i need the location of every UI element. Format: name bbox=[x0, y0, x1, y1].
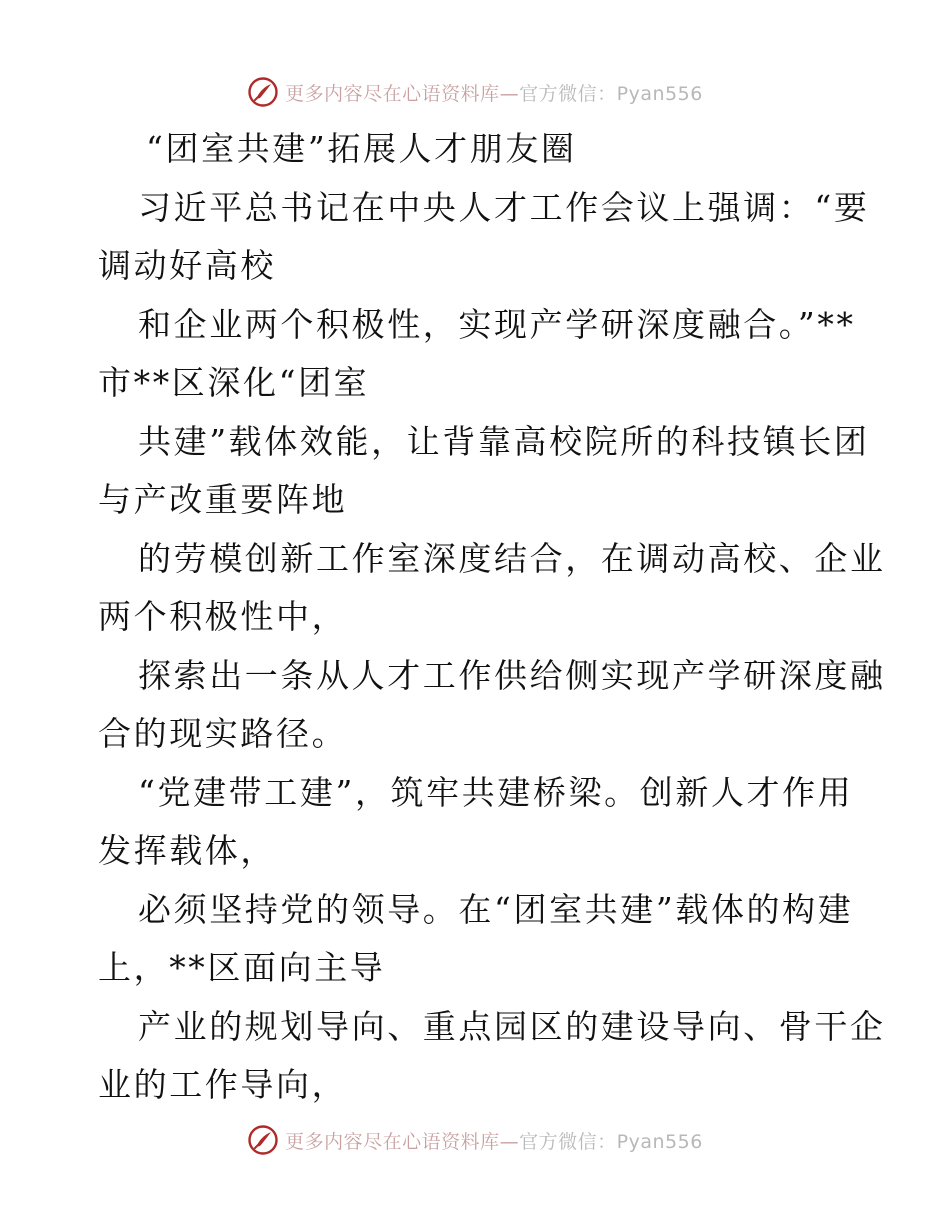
header-watermark bbox=[0, 72, 950, 112]
text-line: 共建”载体效能，让背靠高校院所的科技镇长团 bbox=[138, 421, 870, 461]
text-line: 市**区深化“团室 bbox=[98, 363, 370, 402]
watermark-wechat-text: 官方微信：Pyan556 bbox=[519, 82, 703, 105]
text-line: 和企业两个积极性，实现产学研深度融合。”** bbox=[138, 304, 856, 344]
text-line: 习近平总书记在中央人才工作会议上强调：“要 bbox=[138, 187, 870, 227]
text-line: 业的工作导向， bbox=[98, 1065, 348, 1104]
text-line: 与产改重要阵地 bbox=[98, 480, 348, 519]
brush-logo-icon bbox=[247, 1124, 279, 1156]
watermark-site-text: 更多内容尽在心语资料库 bbox=[285, 1130, 500, 1153]
watermark-text bbox=[285, 1127, 703, 1154]
watermark-separator: — bbox=[499, 82, 520, 105]
text-line: 探索出一条从人才工作供给侧实现产学研深度融 bbox=[138, 655, 886, 695]
text-line: 调动好高校 bbox=[98, 246, 276, 285]
brush-logo-icon bbox=[247, 76, 279, 108]
document-title: “团室共建”拓展人才朋友圈 bbox=[146, 129, 577, 168]
watermark-site-text: 更多内容尽在心语资料库 bbox=[285, 82, 500, 105]
document-body bbox=[98, 120, 886, 1115]
watermark-wechat-text: 官方微信：Pyan556 bbox=[519, 1130, 703, 1153]
text-line: 两个积极性中， bbox=[98, 597, 348, 636]
text-line: 必须坚持党的领导。在“团室共建”载体的构建 bbox=[138, 889, 854, 929]
text-line: 发挥载体， bbox=[98, 831, 276, 870]
text-line: 产业的规划导向、重点园区的建设导向、骨干企 bbox=[138, 1006, 886, 1046]
text-line: 的劳模创新工作室深度结合，在调动高校、企业 bbox=[138, 538, 886, 578]
footer-watermark bbox=[0, 1120, 950, 1160]
text-line: “党建带工建”，筑牢共建桥梁。创新人才作用 bbox=[138, 772, 854, 812]
text-line: 上，**区面向主导 bbox=[98, 948, 386, 987]
text-line: 合的现实路径。 bbox=[98, 714, 348, 753]
watermark-separator: — bbox=[499, 1130, 520, 1153]
watermark-text bbox=[285, 79, 703, 106]
